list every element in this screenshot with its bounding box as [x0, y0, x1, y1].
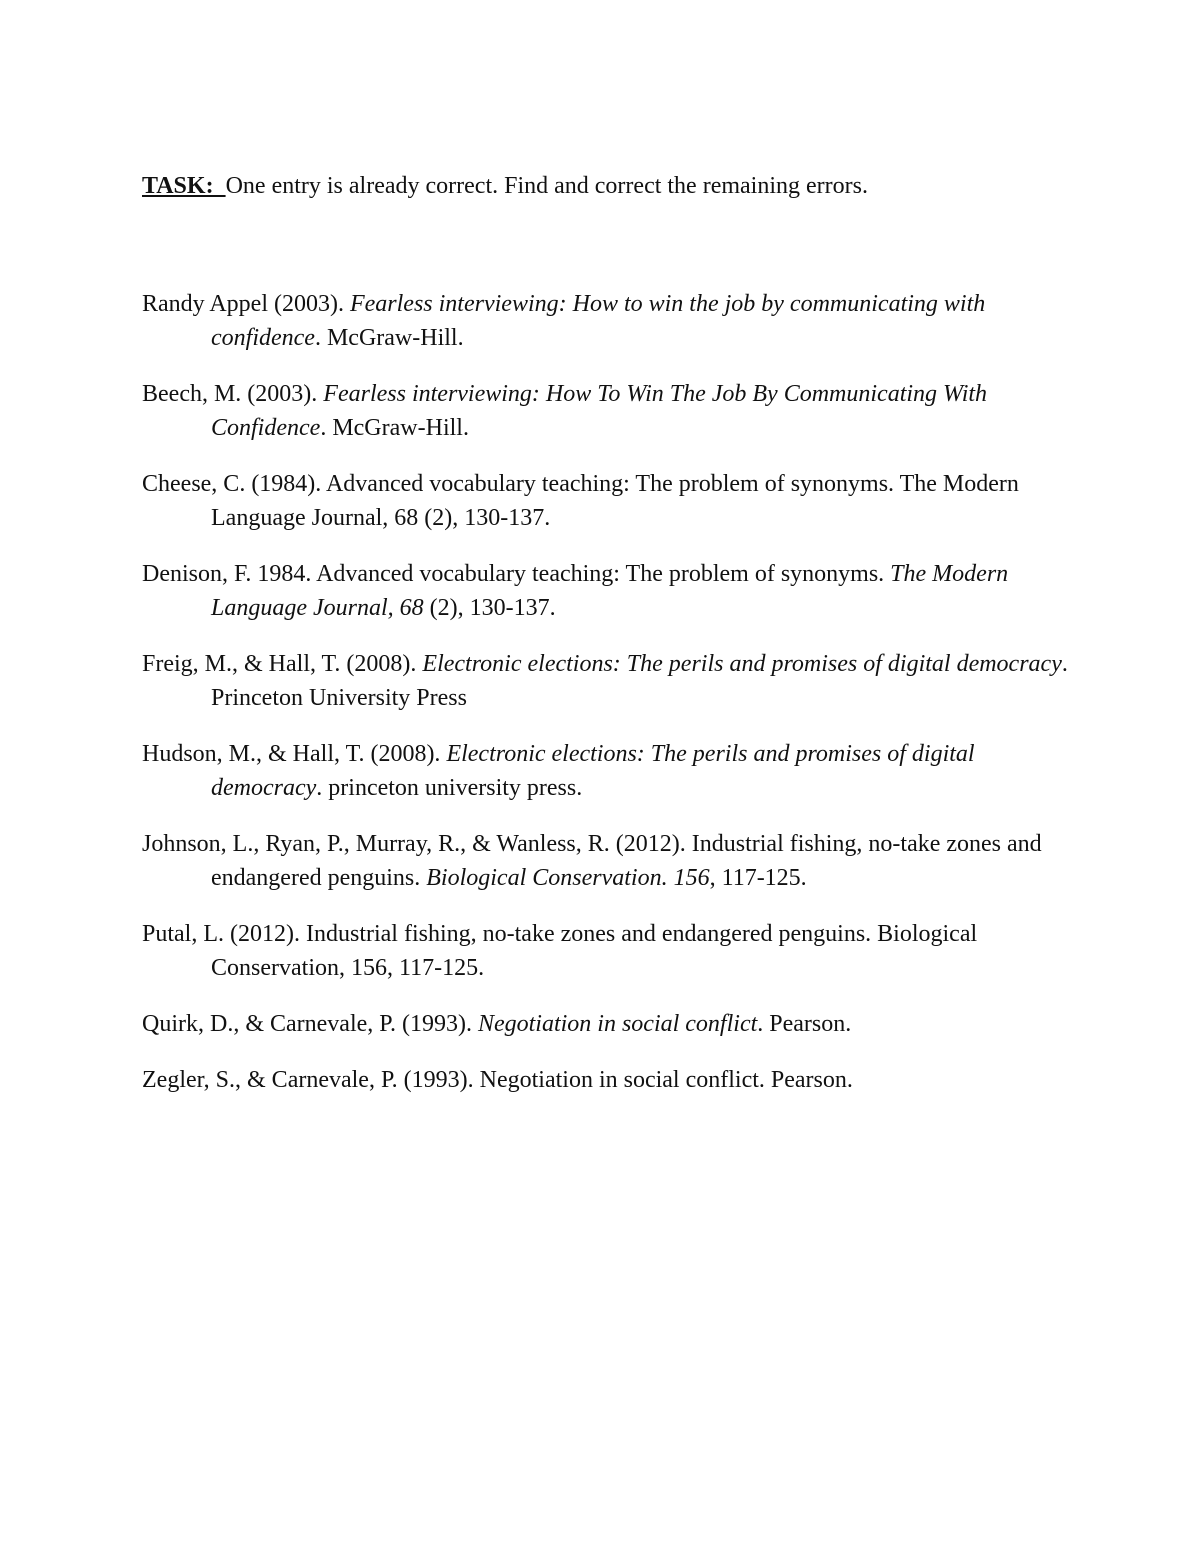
reference-entry-hudson	[142, 737, 1072, 805]
reference-text: Beech, M. (2003).	[142, 381, 324, 407]
reference-list	[142, 287, 1072, 1119]
reference-italic-journal: The Modern Language Journal, 68	[211, 561, 1009, 621]
reference-entry-quirk	[142, 1007, 1072, 1041]
reference-text: (2), 130-137.	[423, 595, 556, 621]
reference-italic-title: Electronic elections: The perils and promises of digital democracy	[422, 651, 1062, 677]
reference-entry-beech	[142, 377, 1072, 445]
reference-entry-cheese	[142, 467, 1072, 535]
reference-entry-zegler	[142, 1063, 1072, 1097]
reference-text: . princeton university press.	[316, 775, 583, 801]
reference-entry-denison	[142, 557, 1072, 625]
reference-entry-freig	[142, 647, 1072, 715]
reference-text: Hudson, M., & Hall, T. (2008).	[142, 741, 447, 767]
reference-text: Cheese, C. (1984). Advanced vocabulary teaching: The problem of synonyms. The Modern Language Journal, 68 (2), 130-137.	[142, 471, 1019, 531]
reference-text: . McGraw-Hill.	[314, 325, 464, 351]
reference-italic-title: Electronic elections: The perils and promises of digital democracy	[211, 741, 975, 801]
reference-italic-journal: Biological Conservation. 156	[426, 865, 710, 891]
reference-entry-putal	[142, 917, 1072, 985]
reference-text: Denison, F. 1984. Advanced vocabulary teaching: The problem of synonyms.	[142, 561, 891, 587]
reference-text: . Princeton University Press	[211, 651, 1068, 711]
reference-italic-title: Fearless interviewing: How To Win The Job By Communicating With Confidence	[211, 381, 988, 441]
reference-entry-appel	[142, 287, 1072, 355]
task-instruction	[142, 170, 1102, 202]
reference-text: . Pearson.	[757, 1011, 852, 1037]
reference-text: Johnson, L., Ryan, P., Murray, R., & Wanless, R. (2012). Industrial fishing, no-take zones and endangered penguins.	[142, 831, 1042, 891]
reference-text: Quirk, D., & Carnevale, P. (1993).	[142, 1011, 478, 1037]
reference-text: Zegler, S., & Carnevale, P. (1993). Negotiation in social conflict. Pearson.	[142, 1067, 853, 1093]
task-text: One entry is already correct. Find and correct the remaining errors.	[225, 173, 868, 199]
task-label: TASK:	[142, 173, 226, 199]
reference-text: Randy Appel (2003).	[142, 291, 350, 317]
reference-italic-title: Negotiation in social conflict	[477, 1011, 758, 1037]
reference-italic-title: Fearless interviewing: How to win the job by communicating with confidence	[211, 291, 986, 351]
reference-entry-johnson	[142, 827, 1072, 895]
reference-text: , 117-125.	[709, 865, 807, 891]
reference-text: Freig, M., & Hall, T. (2008).	[142, 651, 423, 677]
reference-text: Putal, L. (2012). Industrial fishing, no-take zones and endangered penguins. Biological Conservation, 156, 117-125.	[142, 921, 978, 981]
reference-text: . McGraw-Hill.	[320, 415, 469, 441]
